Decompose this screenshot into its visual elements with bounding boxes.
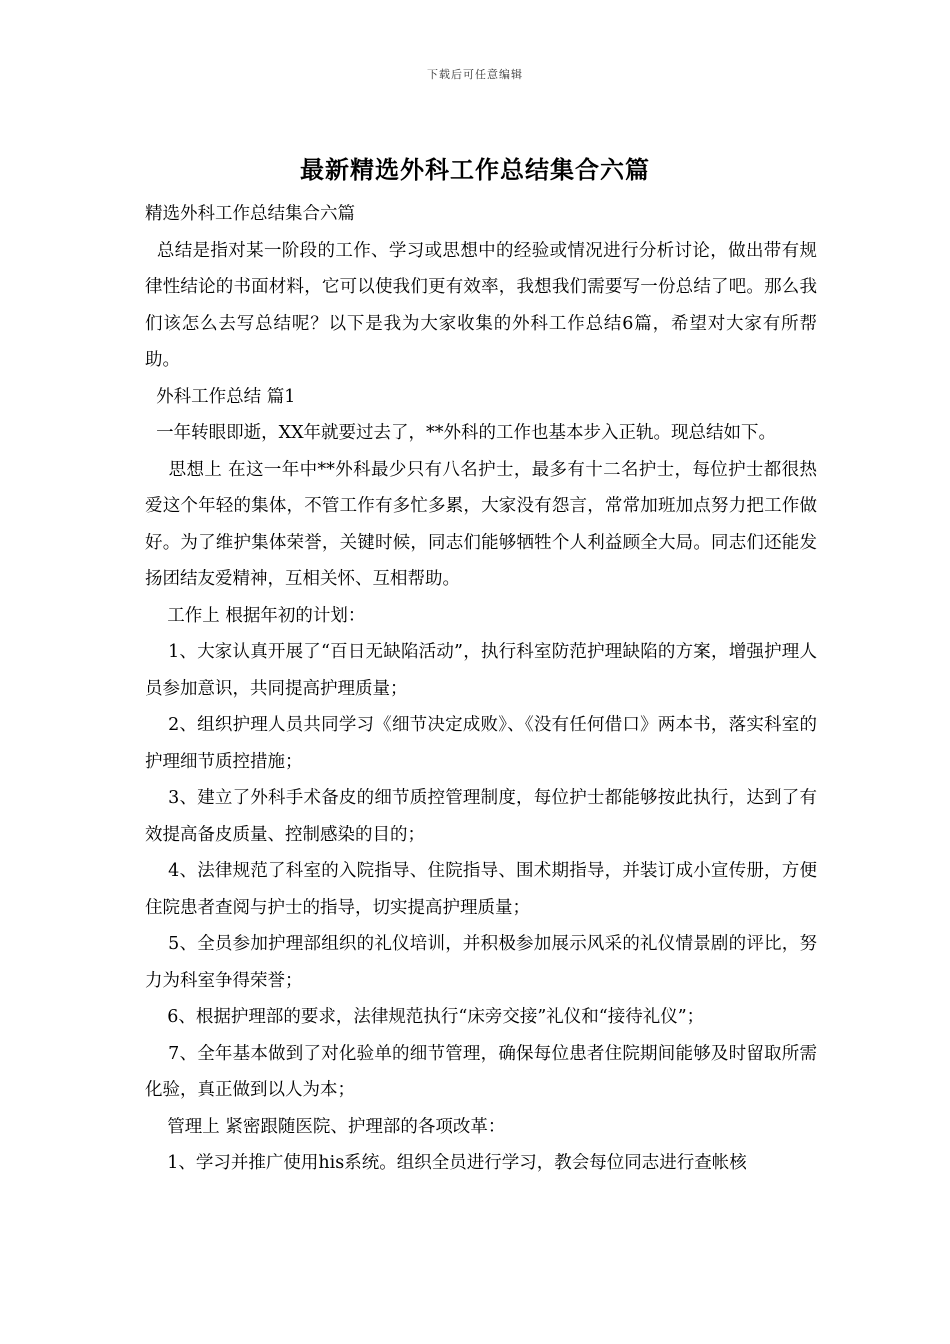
body-paragraph: 4、法律规范了科室的入院指导、住院指导、围术期指导，并装订成小宣传册，方便住院患者查阅与护士的指导，切实提高护理质量；	[145, 861, 817, 918]
body-paragraph: 2、组织护理人员共同学习《细节决定成败》、《没有任何借口》两本书，落实科室的护理细节质控措施；	[145, 715, 817, 772]
body-paragraph: 思想上 在这一年中**外科最少只有八名护士，最多有十二名护士，每位护士都很热爱这个年轻的集体，不管工作有多忙多累，大家没有怨言，常常加班加点努力把工作做好。为了维护集体荣誉，关键时候，同志们能够牺牲个人利益顾全大局。同志们还能发扬团结友爱精神，互相关怀、互相帮助。	[145, 459, 817, 589]
body-paragraph: 一年转眼即逝，XX年就要过去了，**外科的工作也基本步入正轨。现总结如下。	[145, 423, 777, 443]
body-paragraph: 精选外科工作总结集合六篇	[145, 204, 355, 224]
body-paragraph: 6、根据护理部的要求，法律规范执行“床旁交接”礼仪和“接待礼仪”；	[145, 1007, 705, 1027]
body-paragraph: 外科工作总结 篇1	[145, 386, 296, 407]
body-paragraph: 工作上 根据年初的计划：	[145, 605, 366, 626]
body-paragraph: 管理上 紧密跟随医院、护理部的各项改革：	[145, 1116, 506, 1137]
document-body	[145, 196, 817, 1182]
body-paragraph: 7、全年基本做到了对化验单的细节管理，确保每位患者住院期间能够及时留取所需化验，真正做到以人为本；	[145, 1043, 817, 1100]
document-title: 最新精选外科工作总结集合六篇	[300, 155, 650, 184]
body-paragraph: 3、建立了外科手术备皮的细节质控管理制度，每位护士都能够按此执行，达到了有效提高备皮质量、控制感染的目的；	[145, 788, 817, 845]
body-paragraph: 总结是指对某一阶段的工作、学习或思想中的经验或情况进行分析讨论，做出带有规律性结论的书面材料，它可以使我们更有效率，我想我们需要写一份总结了吧。那么我们该怎么去写总结呢？以下是我为大家收集的外科工作总结6篇，希望对大家有所帮助。	[145, 240, 817, 370]
body-paragraph: 1、大家认真开展了“百日无缺陷活动”，执行科室防范护理缺陷的方案，增强护理人员参加意识，共同提高护理质量；	[145, 642, 817, 699]
header-note: 下载后可任意编辑	[427, 68, 523, 81]
body-paragraph: 1、学习并推广使用his系统。组织全员进行学习，教会每位同志进行查帐核	[145, 1153, 747, 1173]
body-paragraph: 5、全员参加护理部组织的礼仪培训，并积极参加展示风采的礼仪情景剧的评比，努力为科室争得荣誉；	[145, 934, 817, 991]
